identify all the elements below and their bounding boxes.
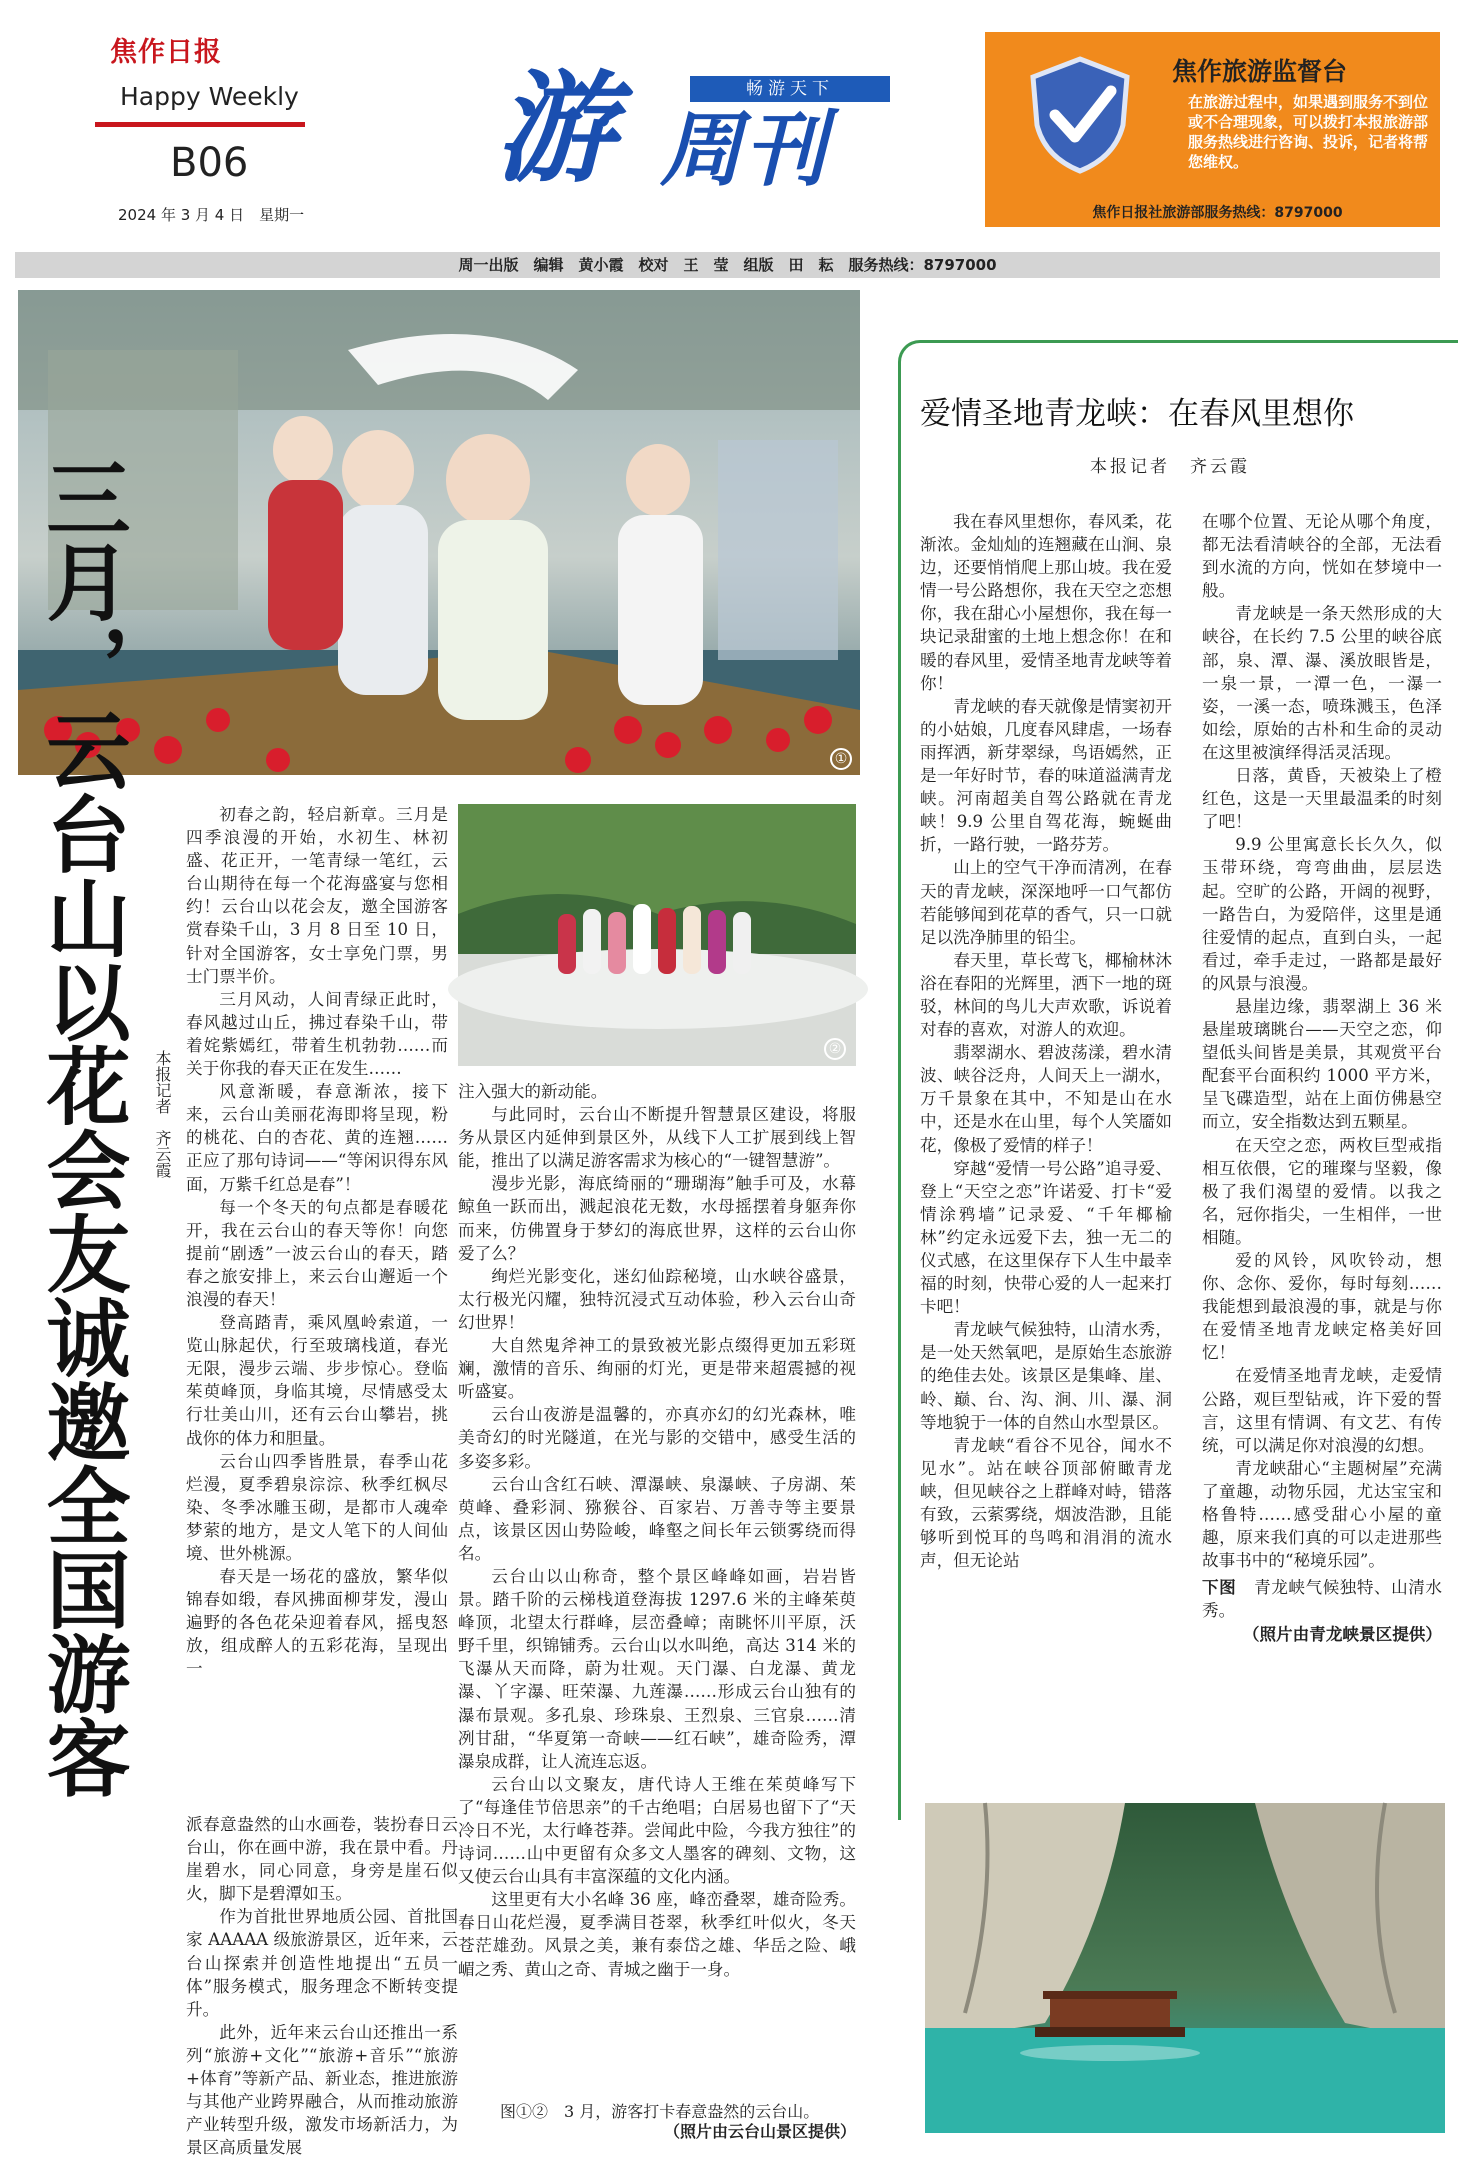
paragraph: 大自然鬼斧神工的景致被光影点缀得更加五彩斑斓，激情的音乐、绚丽的灯光，更是带来超震撼的视听盛宴。 [458, 1336, 856, 1402]
paragraph: 在天空之恋，两枚巨型戒指相互依偎，它的璀璨与坚毅，像极了我们渴望的爱情。以我之名，冠你指尖，一生相伴，一世相随。 [1202, 1135, 1442, 1247]
photo-caption [500, 2102, 856, 2142]
supervision-text: 在旅游过程中，如果遇到服务不到位或不合理现象，可以拨打本报旅游部服务热线进行咨询、投诉，记者将帮您维权。 [1188, 93, 1429, 171]
paragraph: 与此同时，云台山不断提升智慧景区建设，将服务从景区内延伸到景区外，从线下人工扩展到线上智能，推出了以满足游客需求为核心的“一键智慧游”。 [458, 1105, 856, 1171]
supervision-hotline: 焦作日报社旅游部服务热线：8797000 [1092, 205, 1343, 221]
article-column-1 [186, 803, 448, 1681]
paragraph: 春天是一场花的盛放，繁华似锦春如缎，春风拂面柳芽发，漫山遍野的各色花朵迎着春风，摇曳怒放，组成醉人的五彩花海，呈现出一 [186, 1567, 448, 1679]
paragraph: 青龙峡气候独特，山清水秀，是一处天然氧吧，是原始生态旅游的绝佳去处。该景区是集峰、崖、岭、巅、台、沟、涧、川、瀑、洞等地貌于一体的自然山水型景区。 [920, 1320, 1172, 1432]
paragraph: 翡翠湖水、碧波荡漾，碧水清波、峡谷泛舟，人间天上一湖水，万千景象在其中，不知是山在水中，还是水在山里，每个人笑靥如花，像极了爱情的样子！ [920, 1043, 1172, 1155]
paragraph: 派春意盎然的山水画卷，装扮春日云台山，你在画中游，我在景中看。丹崖碧水，同心同意，身旁是崖石似火，脚下是碧潭如玉。 [186, 1815, 458, 1904]
photo-number-1: ① [830, 748, 852, 770]
logo-tagline: 畅游天下 [690, 76, 890, 102]
article-headline: 三月，云台山以花会友诚邀全国游客 [33, 455, 131, 1799]
paragraph: 漫步光影，海底绮丽的“珊瑚海”触手可及，水幕鲸鱼一跃而出，溅起浪花无数，水母摇摆着身躯奔你而来，仿佛置身于梦幻的海底世界，这样的云台山你爱了么？ [458, 1174, 856, 1263]
masthead-divider [95, 122, 305, 127]
paragraph: 在哪个位置、无论从哪个角度，都无法看清峡谷的全部，无法看到水流的方向，恍如在梦境中一般。 [1202, 512, 1442, 601]
paragraph: 此外，近年来云台山还推出一系列“旅游+文化”“旅游+音乐”“旅游+体育”等新产品、新业态，推进旅游与其他产业跨界融合，从而推动旅游产业转型升级，激发市场新活力，为景区高质量发展 [186, 2022, 458, 2158]
paragraph: 爱的风铃，风吹铃动，想你、念你、爱你，每时每刻……我能想到最浪漫的事，就是与你在爱情圣地青龙峡定格美好回忆！ [1202, 1251, 1442, 1363]
article-byline: 本报记者 齐云霞 [153, 1050, 172, 1178]
canyon-boat-photo [925, 1803, 1445, 2133]
article-column-2 [1202, 510, 1442, 1646]
paragraph: 我在春风里想你，春风柔，花渐浓。金灿灿的连翘藏在山涧、泉边，还要悄悄爬上那山坡。我在爱情一号公路想你，我在天空之恋想你，我在甜心小屋想你，我在每一块记录甜蜜的土地上想念你！在和暖的春风里，爱情圣地青龙峡等着你！ [920, 512, 1172, 693]
paragraph: 日落，黄昏，天被染上了橙红色，这是一天里最温柔的时刻了吧！ [1202, 766, 1442, 832]
newspaper-brand: 焦作日报 [110, 37, 222, 68]
paragraph: 9.9 公里寓意长长久久，似玉带环绕，弯弯曲曲，层层迭起。空旷的公路，开阔的视野，一路告白，为爱陪伴，这里是通往爱情的起点，直到白头，一起看过，牵手走过，一路都是最好的风景与浪漫。 [1202, 835, 1442, 993]
paragraph: 悬崖边缘，翡翠湖上 36 米悬崖玻璃眺台——天空之恋，仰望低头间皆是美景，其观赏平台配套平台面积约 1000 平方米，呈飞碟造型，站在上面仿佛悬空而立，安全指数达到五颗星。 [1202, 996, 1442, 1132]
article-column-2 [458, 1080, 856, 1981]
article-column-1-continued [186, 1813, 458, 2159]
paragraph: 绚烂光影变化，迷幻仙踪秘境，山水峡谷盛景，太行极光闪耀，独特沉浸式互动体验，秒入云台山奇幻世界！ [458, 1266, 856, 1332]
page-number: B06 [170, 140, 249, 186]
hanfu-group-photo [458, 804, 856, 1066]
supervision-title: 焦作旅游监督台 [1172, 57, 1348, 86]
logo-character: 游 [495, 60, 615, 199]
paragraph: 风意渐暖，春意渐浓，接下来，云台山美丽花海即将呈现，粉的桃花、白的杏花、黄的连翘……正应了那句诗词——“等闲识得东风面，万紫千红总是春”！ [186, 1082, 448, 1194]
caption-label: 下图 [1202, 1577, 1237, 1598]
paragraph: 三月风动，人间青绿正此时，春风越过山丘，拂过春染千山，带着姹紫嫣红，带着生机勃勃……而关于你我的春天正在发生…… [186, 989, 448, 1079]
paragraph: 登高踏青，乘风凰岭索道，一览山脉起伏，行至玻璃栈道，春光无限，漫步云端、步步惊心。登临茱萸峰顶，身临其境，尽情感受太行壮美山川，还有云台山攀岩，挑战你的体力和胆量。 [186, 1313, 448, 1448]
paragraph: 青龙峡“看谷不见谷，闻水不见水”。站在峡谷顶部俯瞰青龙峡，但见峡谷之上群峰对峙，错落有致，云萦雾绕，烟波浩渺，且能够听到悦耳的鸟鸣和涓涓的流水声，但无论站 [920, 1435, 1172, 1571]
caption-credit: （照片由青龙峡景区提供） [1242, 1623, 1442, 1644]
article-byline: 本报记者 齐云霞 [1090, 457, 1250, 477]
editorial-info-bar: 周一出版 编辑 黄小霞 校对 王 莹 组版 田 耘 服务热线：8797000 [15, 252, 1440, 278]
issue-date: 2024 年 3 月 4 日 星期一 [118, 206, 305, 224]
article-column-1 [920, 510, 1172, 1572]
paragraph: 作为首批世界地质公园、首批国家 AAAAA 级旅游景区，近年来，云台山探索并创造性地提出“五员一体”服务模式，服务理念不断转变提升。 [186, 1907, 458, 2019]
shield-check-icon [1025, 55, 1135, 175]
hanfu-boat-photo [18, 290, 860, 775]
paragraph: 初春之韵，轻启新章。三月是四季浪漫的开始，水初生、林初盛、花正开，一笔青绿一笔红，云台山期待在每一个花海盛宴与您相约！云台山以花会友，邀全国游客赏春染千山，3 月 8 日至 10 日，针对全国游客，女士享免门票，男士门票半价。 [186, 805, 448, 986]
photo-number-2: ② [824, 1038, 846, 1060]
caption-text: 图①② 3 月，游客打卡春意盎然的云台山。 [500, 2102, 820, 2121]
paragraph: 每一个冬天的句点都是春暖花开，我在云台山的春天等你！向您提前“剧透”一波云台山的春天，踏春之旅安排上，来云台山邂逅一个浪漫的春天！ [186, 1197, 448, 1309]
paragraph: 青龙峡甜心“主题树屋”充满了童趣，动物乐园，尤达宝宝和格鲁特……感受甜心小屋的童趣，原来我们真的可以走进那些故事书中的“秘境乐园”。 [1202, 1458, 1442, 1571]
paragraph: 这里更有大小名峰 36 座，峰峦叠翠，雄奇险秀。春日山花烂漫，夏季满目苍翠，秋季红叶似火，冬天苍茫雄劲。风景之美，兼有泰岱之雄、华岳之险、峨嵋之秀、黄山之奇、青城之幽于一身。 [458, 1890, 856, 1979]
paragraph: 注入强大的新动能。 [458, 1082, 608, 1101]
paragraph: 云台山以文聚友，唐代诗人王维在茱萸峰写下了“每逢佳节倍思亲”的千古绝唱；白居易也留下了“天冷日不光，太行峰苍莽。尝闻此中险，今我方独往”的诗词……山中更留有众多文人墨客的碑刻、文物，这又使云台山具有丰富深蕴的文化内涵。 [458, 1774, 856, 1887]
paragraph: 云台山夜游是温馨的，亦真亦幻的幻光森林，唯美奇幻的时光隧道，在光与影的交错中，感受生活的多姿多彩。 [458, 1405, 856, 1471]
caption-credit: （照片由云台山景区提供） [663, 2122, 856, 2141]
caption-text: 青龙峡气候独特、山清水秀。 [1202, 1578, 1443, 1621]
paragraph: 青龙峡的春天就像是情窦初开的小姑娘，几度春风肆虐，一场春雨挥洒，新芽翠绿，鸟语嫣然，正是一年好时节，春的味道溢满青龙峡。河南超美自驾公路就在青龙峡！9.9 公里自驾花海，蜿蜒曲折，一路行驶，一路芬芳。 [920, 696, 1172, 855]
paragraph: 在爱情圣地青龙峡，走爱情公路，观巨型钻戒，许下爱的誓言，这里有情调、有文艺、有传统，可以满足你对浪漫的幻想。 [1202, 1366, 1442, 1455]
paragraph: 山上的空气干净而清冽，在春天的青龙峡，深深地呼一口气都仿若能够闻到花草的香气，只一口就足以洗净肺里的铅尘。 [920, 858, 1172, 947]
paragraph: 青龙峡是一条天然形成的大峡谷，在长约 7.5 公里的峡谷底部，泉、潭、瀑、溪放眼皆是，一泉一景，一潭一色，一瀑一姿，一溪一态，喷珠溅玉，色泽如绘，原始的古朴和生命的灵动在这里被演绎得活灵活现。 [1202, 604, 1442, 762]
paragraph: 云台山含红石峡、潭瀑峡、泉瀑峡、子房湖、茱萸峰、叠彩洞、猕猴谷、百家岩、万善寺等主要景点，该景区因山势险峻，峰壑之间长年云锁雾绕而得名。 [458, 1474, 856, 1563]
photo-caption [1202, 1576, 1442, 1622]
paragraph: 穿越“爱情一号公路”追寻爱、登上“天空之恋”许诺爱、打卡“爱情涂鸦墙”记录爱、“千年椰榆林”约定永远爱下去，独一无二的仪式感，在这里保存下人生中最幸福的时刻，快带心爱的人一起来打卡吧！ [920, 1158, 1172, 1317]
edition-subtitle: Happy Weekly [120, 82, 299, 111]
article-title: 爱情圣地青龙峡：在春风里想你 [920, 396, 1354, 432]
paragraph: 春天里，草长莺飞，椰榆林沐浴在春阳的光辉里，洒下一地的斑驳，林间的鸟儿大声欢歌，诉说着对春的喜欢，对游人的欢迎。 [920, 950, 1172, 1040]
paragraph: 云台山以山称奇，整个景区峰峰如画，岩岩皆景。踏千阶的云梯栈道登海拔 1297.6 米的主峰茱萸峰顶，北望太行群峰，层峦叠嶂；南眺怀川平原，沃野千里，织锦铺秀。云台山以水叫绝，高达 314 米的飞瀑从天而降，蔚为壮观。天门瀑、白龙瀑、黄龙瀑、丫字瀑、旺荣瀑、九莲瀑……形成云台山独有的瀑布景观。多孔泉、珍珠泉、王烈泉、三官泉……清冽甘甜，“华夏第一奇峡——红石峡”，雄奇险秀，潭瀑泉成群，让人流连忘返。 [458, 1566, 856, 1771]
logo-title: 周刊 [660, 103, 828, 198]
paragraph: 云台山四季皆胜景，春季山花烂漫，夏季碧泉淙淙、秋季红枫尽染、冬季冰雕玉砌，是都市人魂牵梦萦的地方，是文人笔下的人间仙境、世外桃源。 [186, 1451, 448, 1563]
